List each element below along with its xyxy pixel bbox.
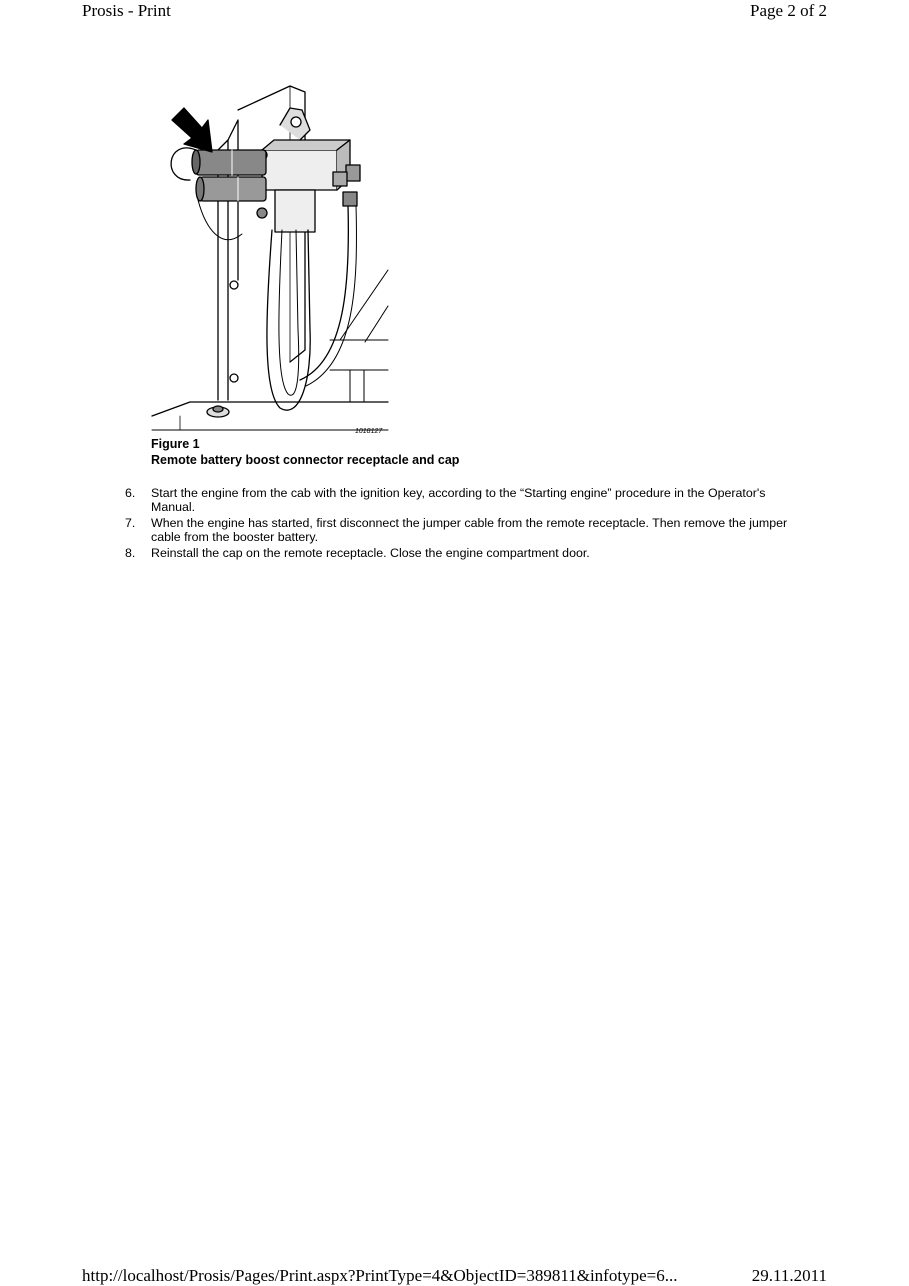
figure-art-id: 1018127 [355, 428, 383, 435]
print-header-page-number: Page 2 of 2 [750, 1, 827, 20]
step-text: When the engine has started, first disconnect the jumper cable from the remote receptacle. Then remove the jumper cable from the booster battery. [151, 516, 788, 545]
step-number: 7. [125, 516, 136, 530]
step-number: 6. [125, 486, 136, 500]
figure-label: Figure 1 [151, 437, 200, 451]
print-footer-url: http://localhost/Prosis/Pages/Print.aspx?PrintType=4&ObjectID=389811&infotype=6... [82, 1266, 678, 1285]
print-footer-date: 29.11.2011 [751, 1266, 827, 1285]
figure-caption: Remote battery boost connector receptacle and cap [151, 453, 460, 467]
list-item [118, 516, 798, 545]
step-text: Reinstall the cap on the remote receptacle. Close the engine compartment door. [151, 546, 590, 560]
figure-illustration [150, 80, 390, 436]
step-text: Start the engine from the cab with the ignition key, according to the “Starting engine” procedure in the Operator's Manual. [151, 486, 766, 515]
step-number: 8. [125, 546, 136, 560]
list-item [118, 486, 798, 515]
battery-connector-drawing [150, 80, 390, 436]
list-item [118, 546, 798, 560]
print-header-title: Prosis - Print [82, 1, 171, 20]
procedure-steps [118, 486, 798, 562]
